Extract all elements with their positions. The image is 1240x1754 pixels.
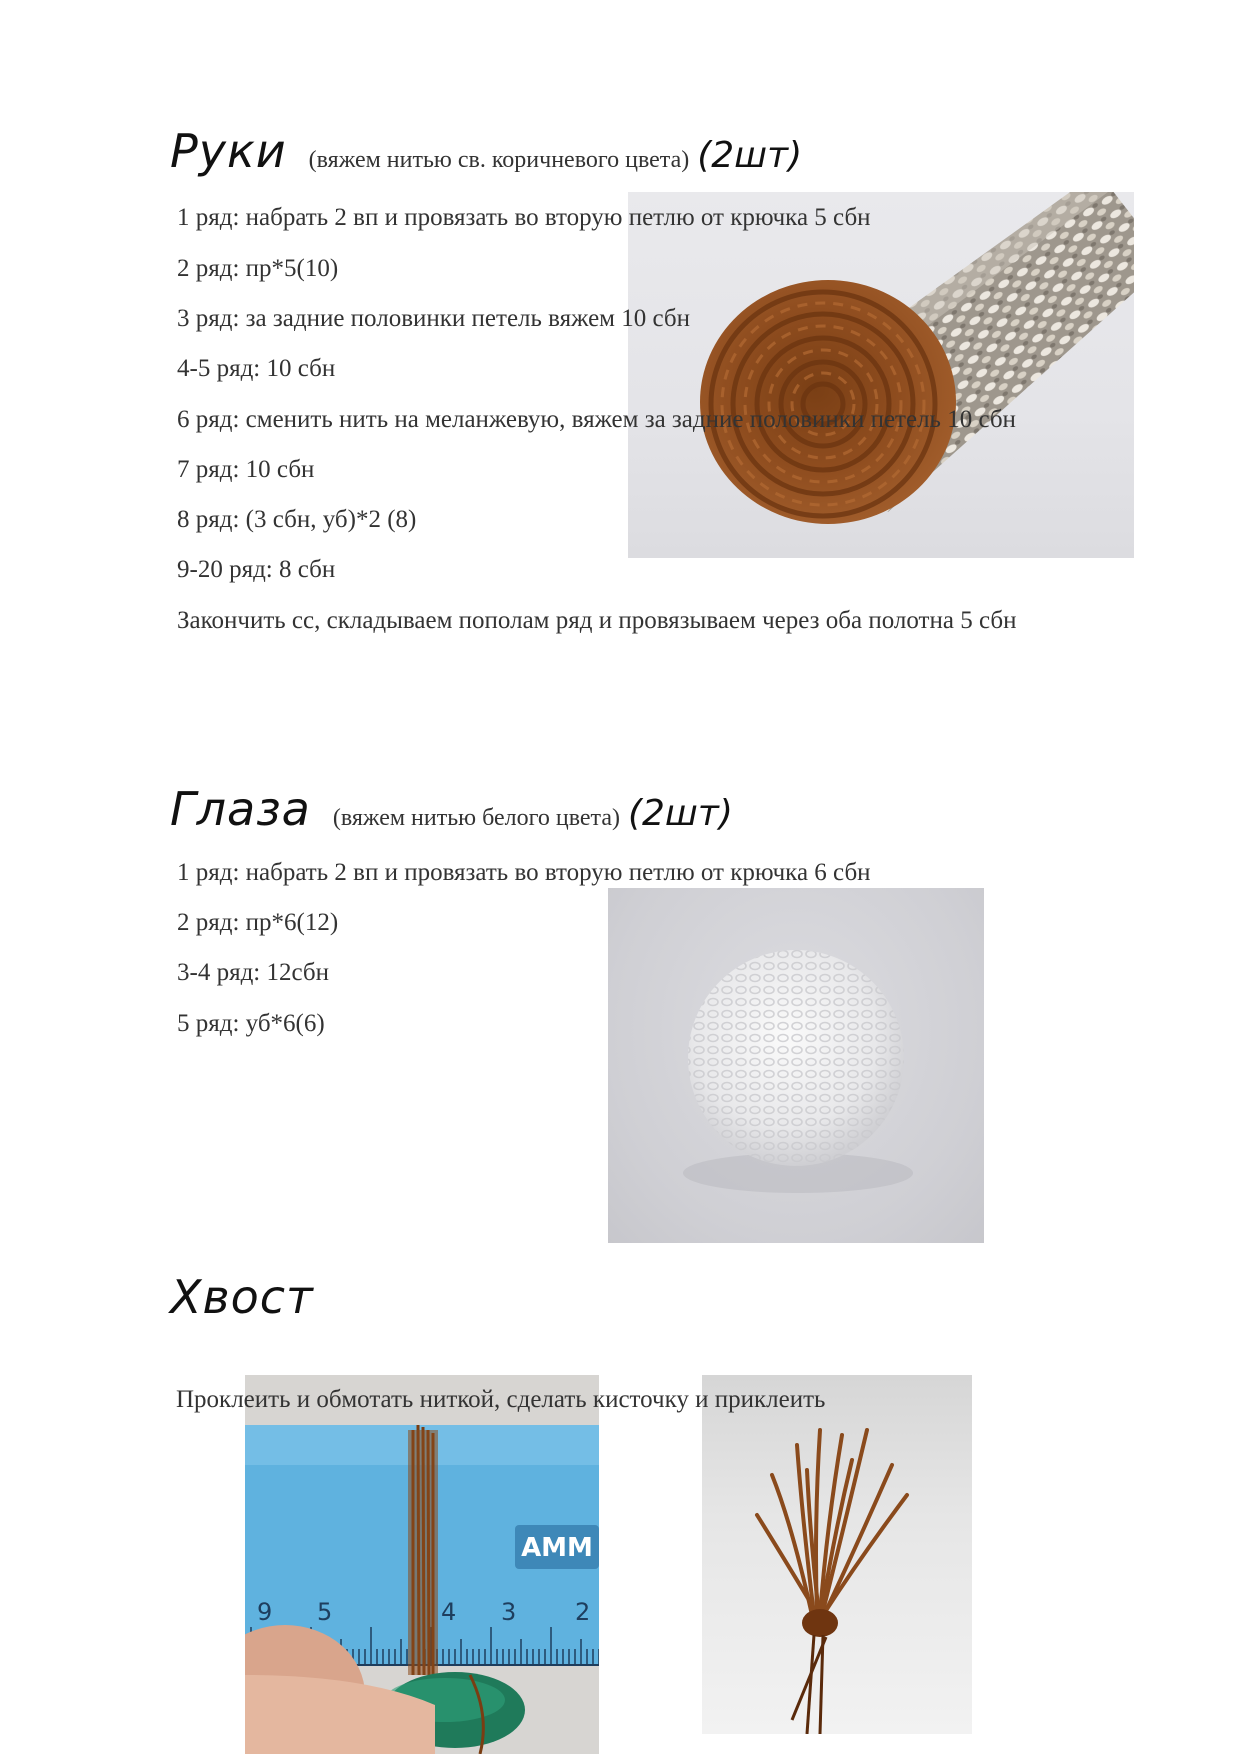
tail-heading xyxy=(170,1270,314,1324)
arms-row-9: Закончить сс, складываем пополам ряд и провязываем через оба полотна 5 сбн xyxy=(177,607,1017,634)
eyes-row-4: 5 ряд: уб*6(6) xyxy=(177,1010,325,1037)
arms-row-7: 8 ряд: (3 сбн, уб)*2 (8) xyxy=(177,506,417,533)
ruler-mark-2: 5 xyxy=(317,1598,333,1626)
arms-row-3: 3 ряд: за задние половинки петель вяжем 10 сбн xyxy=(177,305,691,332)
ruler-photo xyxy=(245,1375,599,1754)
tail-instruction: Проклеить и обмотать ниткой, сделать кисточку и приклеить xyxy=(176,1386,826,1413)
ruler-mark-1: 9 xyxy=(257,1598,273,1626)
tassel-photo xyxy=(702,1375,972,1734)
ruler-mark-5: 2 xyxy=(575,1598,591,1626)
arms-row-6: 7 ряд: 10 сбн xyxy=(177,456,315,483)
eyes-subtitle: (вяжем нитью белого цвета) xyxy=(332,805,620,831)
eyes-count: (2шт) xyxy=(627,793,733,834)
eyes-heading xyxy=(170,782,733,836)
eyes-row-2: 2 ряд: пр*6(12) xyxy=(177,909,339,936)
ruler-mark-3: 4 xyxy=(441,1598,457,1626)
arm-photo xyxy=(628,192,1134,558)
crochet-arm-illustration xyxy=(628,192,1134,558)
arms-heading xyxy=(170,124,802,178)
arms-row-5: 6 ряд: сменить нить на меланжевую, вяжем за задние половинки петель 10 сбн xyxy=(177,406,1016,433)
eye-photo xyxy=(608,888,984,1243)
arms-subtitle: (вяжем нитью св. коричневого цвета) xyxy=(308,147,690,173)
arms-row-8: 9-20 ряд: 8 сбн xyxy=(177,556,336,583)
eyes-row-1: 1 ряд: набрать 2 вп и провязать во вторую петлю от крючка 6 сбн xyxy=(177,859,871,886)
arms-row-4: 4-5 ряд: 10 сбн xyxy=(177,355,336,382)
crochet-eye-illustration xyxy=(608,888,984,1243)
tail-title: Хвост xyxy=(170,1270,314,1324)
arms-row-2: 2 ряд: пр*5(10) xyxy=(177,255,339,282)
eyes-title: Глаза xyxy=(170,782,311,836)
ruler-mark-4: 3 xyxy=(501,1598,517,1626)
eyes-row-3: 3-4 ряд: 12сбн xyxy=(177,959,329,986)
ruler-brand: АММ xyxy=(521,1533,593,1563)
tassel-illustration xyxy=(702,1375,972,1734)
arms-row-1: 1 ряд: набрать 2 вп и провязать во вторую петлю от крючка 5 сбн xyxy=(177,204,871,231)
arms-title: Руки xyxy=(170,124,287,178)
arms-count: (2шт) xyxy=(697,135,803,176)
ruler-tassel-illustration xyxy=(245,1375,599,1754)
